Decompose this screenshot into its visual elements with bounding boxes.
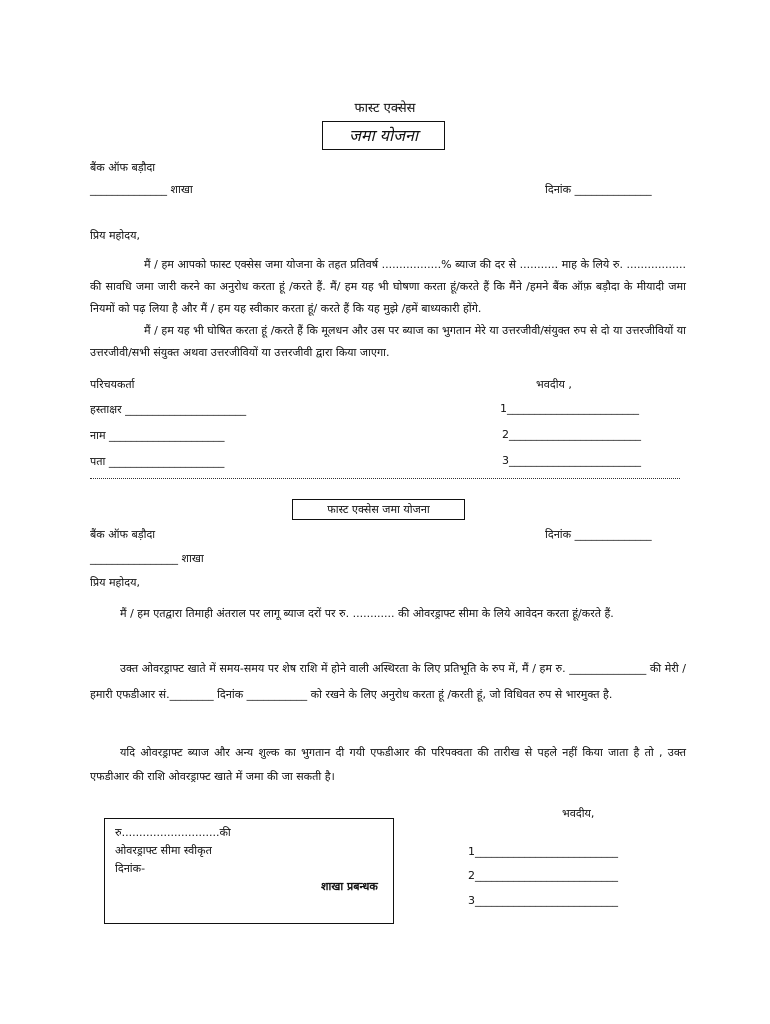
form-title: फास्ट एक्सेस	[354, 101, 416, 116]
maturity-paragraph: यदि ओवरड्राफ्ट ब्याज और अन्य शुल्क का भुगतान दी गयी एफडीआर की परिपक्वता की तारीख से पहले नहीं किया जाता है तो , उक्त एफडीआर की राशि ओवरड्राफ्ट खाते में जमा की जा सकती है।	[90, 746, 686, 783]
payment-declaration-paragraph: मैं / हम यह भी घोषित करता हूं /करते हैं कि मूलधन और उस पर ब्याज का भुगतान मेरे या उत्तरजीवी/संयुक्त रुप से दो या उत्तरजीवियों या उत्तरजीवी/सभी संयुक्त अथवा उत्तरजीवियों या उत्तरजीवी द्वारा किया जाएगा.	[90, 324, 686, 359]
branch-field: ______________ शाखा	[90, 183, 193, 196]
salutation: प्रिय महोदय,	[90, 229, 140, 242]
yours-faithfully-label: भवदीय ,	[536, 378, 572, 391]
branch-manager-label: शाखा प्रबन्धक	[321, 880, 378, 893]
tear-off-separator	[90, 478, 680, 479]
bank-name: बैंक ऑफ बड़ौदा	[90, 161, 156, 174]
applicant-signature-2: 2__________________________	[468, 869, 618, 882]
approved-limit-label: ओवरड्राफ्ट सीमा स्वीकृत	[115, 844, 212, 857]
depositor-signature-1: 1________________________	[500, 402, 639, 415]
bank-name-2: बैंक ऑफ बड़ौदा	[90, 528, 156, 541]
introducer-address-field: पता _____________________	[90, 455, 225, 468]
date-field-2: दिनांक ______________	[545, 528, 652, 541]
salutation-2: प्रिय महोदय,	[90, 576, 140, 589]
applicant-signature-3: 3__________________________	[468, 894, 618, 907]
depositor-signature-3: 3________________________	[502, 454, 641, 467]
deposit-request-paragraph: मैं / हम आपको फास्ट एक्सेस जमा योजना के तहत प्रतिवर्ष .................% ब्याज की दर से ........... माह के लिये रु. ................. की सावधि जमा जारी करने का अनुरोध करता हूं /करते हैं. मैं/ हम यह भी घोषणा करता हूं/करते हैं कि मैंने /हमने बैंक ऑफ़ बड़ौदा के मीयादी जमा नियमों को पढ़ लिया है और मैं / हम यह स्वीकार करता हूं/ करते हैं कि यह मुझे /हमें बाध्यकारी होंगे.	[90, 258, 686, 315]
applicant-signature-1: 1__________________________	[468, 845, 618, 858]
security-paragraph: उक्त ओवरड्राफ्ट खाते में समय-समय पर शेष राशि में होने वाली अस्थिरता के लिए प्रतिभूति के रुप में, मैं / हम रु. ______________ की मेरी / हमारी एफडीआर सं.________ दिनांक ___________ को रखने के लिए अनुरोध करता हूं /करती हूं, जो विधिवत रुप से भारमुक्त है.	[90, 662, 686, 701]
branch-approval-box	[104, 818, 394, 924]
branch-field-2: ________________ शाखा	[90, 552, 204, 565]
yours-faithfully-label-2: भवदीय,	[562, 807, 595, 820]
date-field: दिनांक ______________	[545, 183, 652, 196]
introducer-label: परिचयकर्ता	[90, 378, 135, 391]
form-boxed-title: जमा योजना	[322, 121, 445, 150]
overdraft-form-title: फास्ट एक्सेस जमा योजना	[292, 499, 465, 520]
introducer-signature-field: हस्ताक्षर ______________________	[90, 403, 247, 416]
approval-date-field: दिनांक-	[115, 862, 146, 875]
overdraft-request-paragraph: मैं / हम एतद्वारा तिमाही अंतराल पर लागू ब्याज दरों पर रु. ............ की ओवरड्राफ्ट सीमा के लिये आवेदन करता हूं/करते हैं.	[120, 607, 614, 620]
depositor-signature-2: 2________________________	[502, 428, 641, 441]
approved-amount-field: रु............................की	[115, 826, 231, 839]
introducer-name-field: नाम _____________________	[90, 429, 225, 442]
